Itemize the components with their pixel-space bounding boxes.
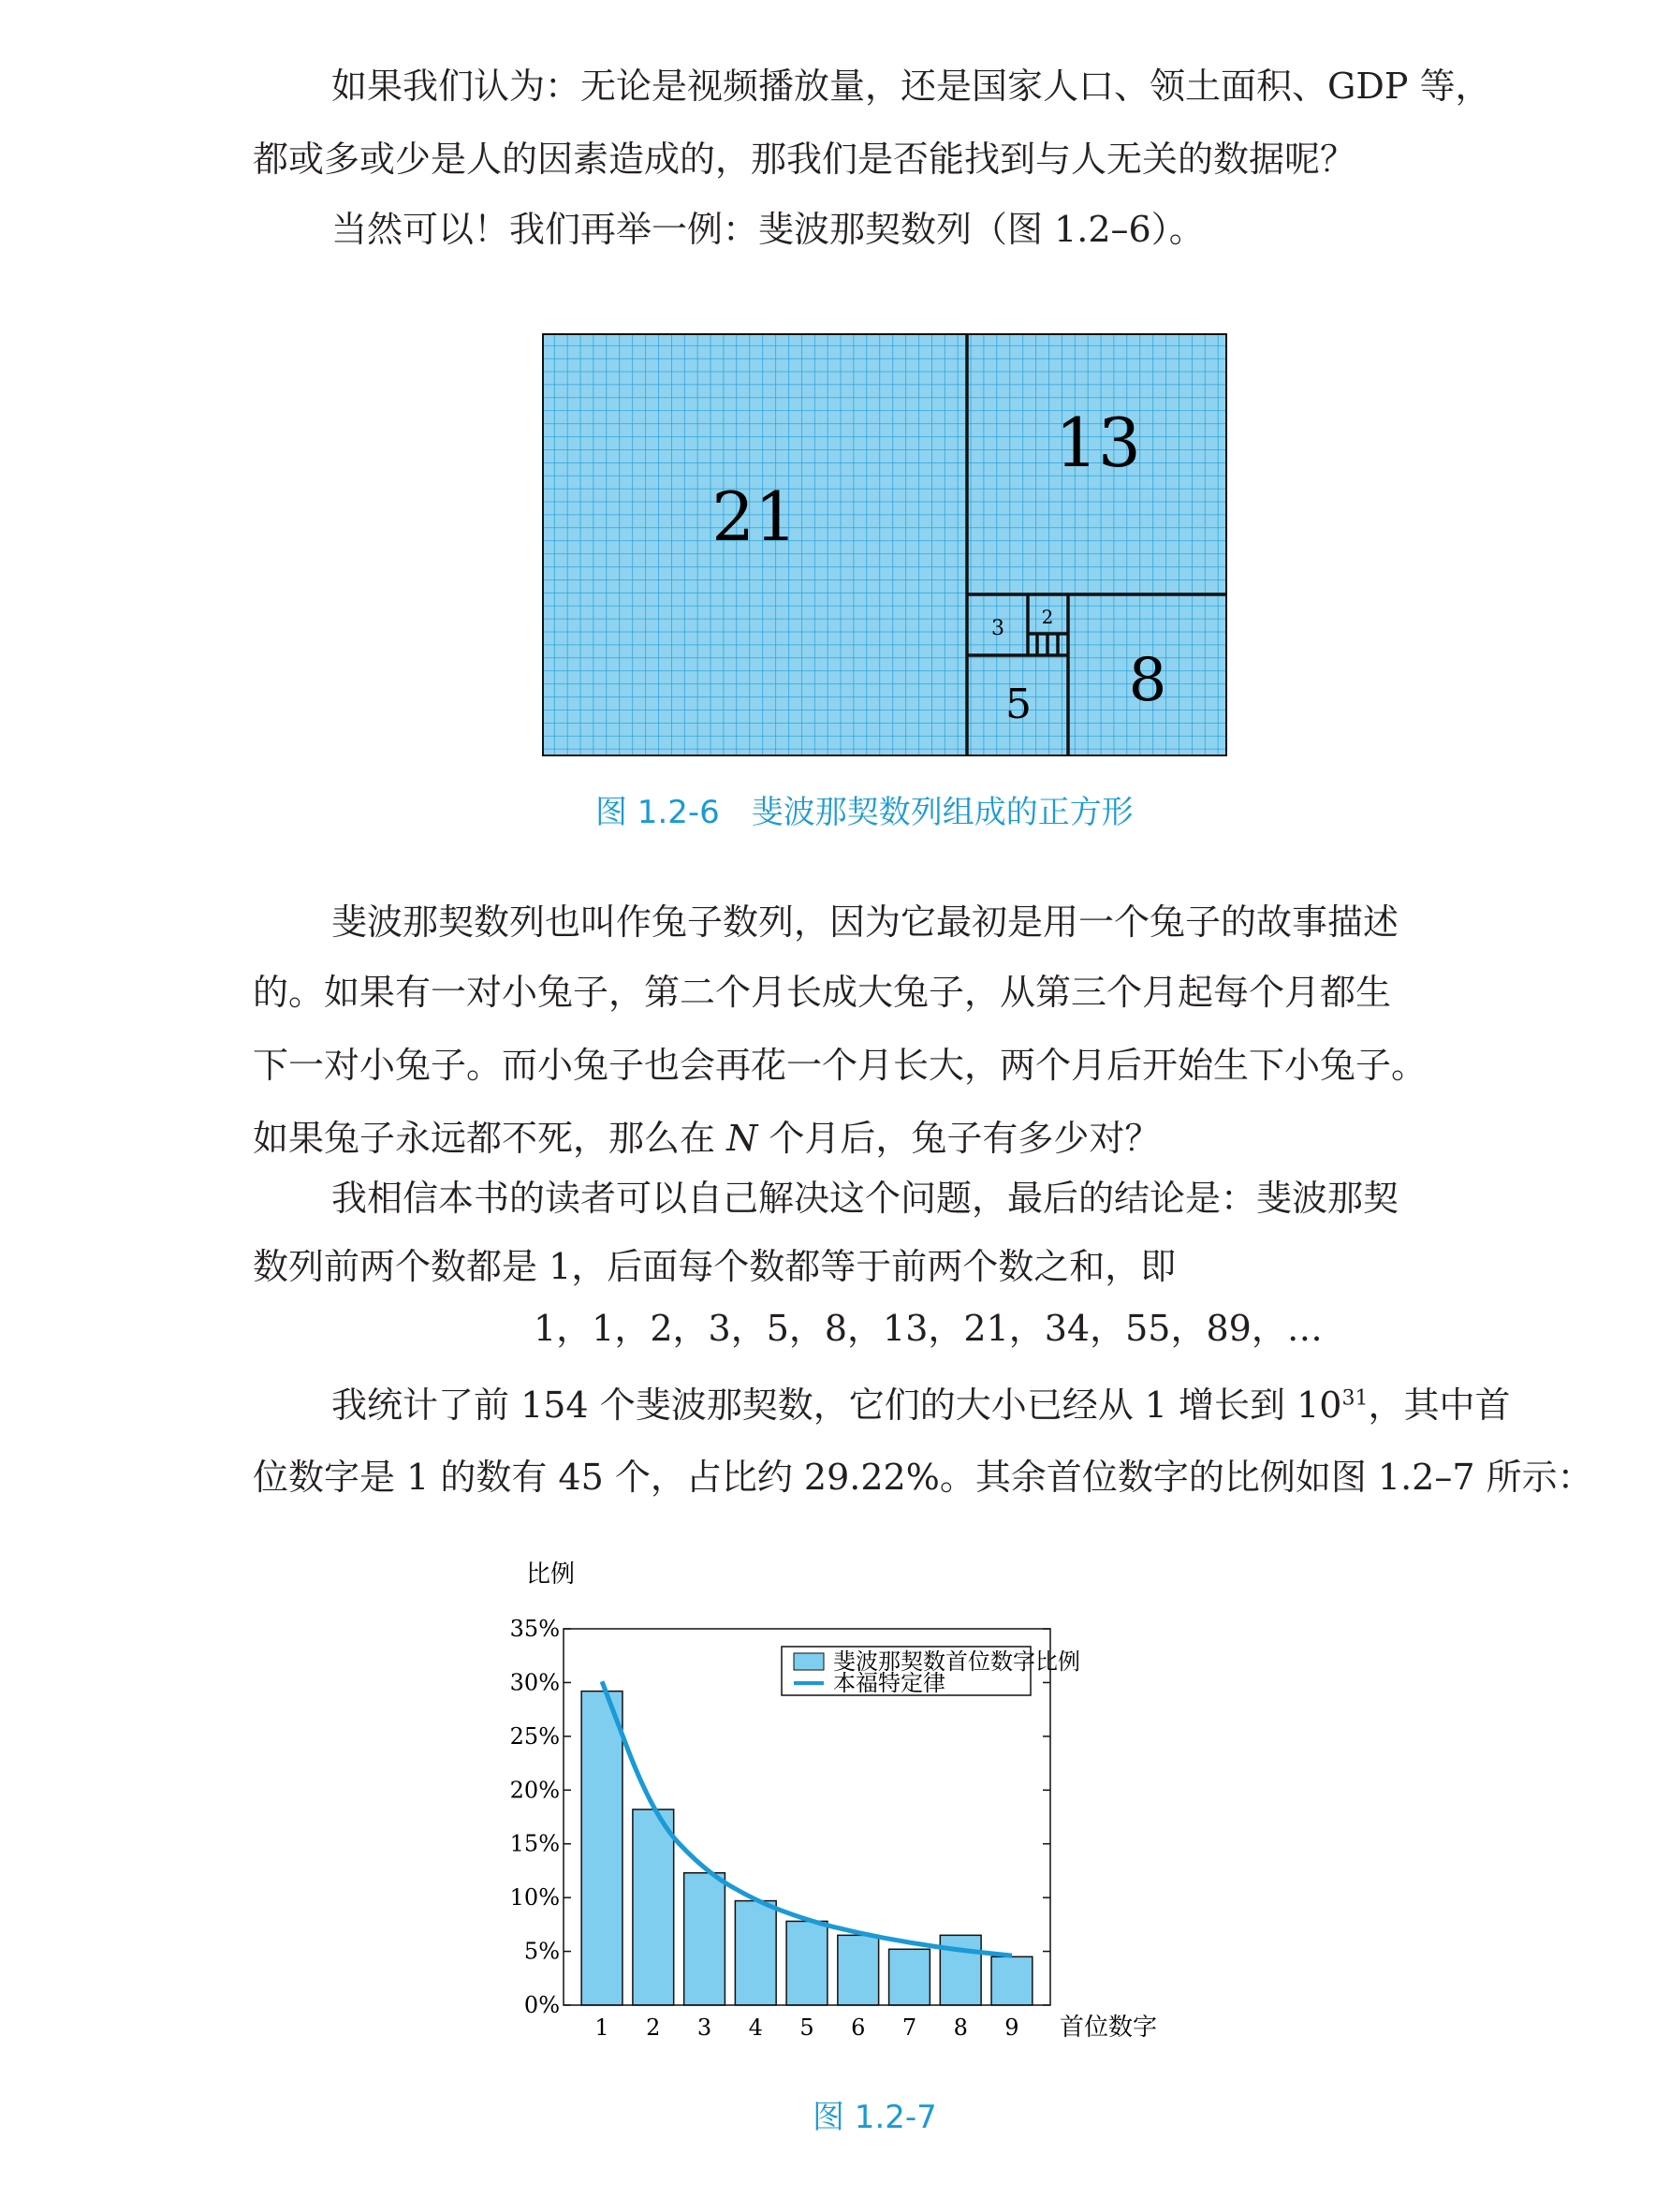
y-tick-label: 25% xyxy=(509,1722,560,1750)
paragraph-3-cont xyxy=(253,956,1516,1175)
y-tick-label: 0% xyxy=(523,1992,560,2018)
fib-grid xyxy=(543,334,1226,755)
paragraph-4-cont xyxy=(253,1230,1516,1303)
bar-digit-1 xyxy=(581,1692,623,2005)
text-line: 我相信本书的读者可以自己解决这个问题，最后的结论是：斐波那契 xyxy=(331,1178,1399,1219)
exponent: 31 xyxy=(1341,1386,1369,1411)
figure-2-caption: 图 1.2-7 xyxy=(813,2099,937,2136)
text-line: 斐波那契数列也叫作兔子数列，因为它最初是用一个兔子的故事描述 xyxy=(331,901,1399,943)
text-segment: ，其中首 xyxy=(1368,1384,1511,1426)
legend-line-label: 本福特定律 xyxy=(833,1670,945,1696)
paragraph-1 xyxy=(253,50,1516,123)
y-tick-label: 5% xyxy=(523,1938,560,1965)
x-tick-label: 9 xyxy=(1004,2014,1019,2041)
x-tick-label: 8 xyxy=(953,2014,968,2041)
x-axis-label: 首位数字 xyxy=(1060,2014,1158,2042)
text-line: 数列前两个数都是 1，后面每个数都等于前两个数之和，即 xyxy=(253,1246,1177,1287)
y-axis-label: 比例 xyxy=(526,1560,576,1589)
figure-1-caption: 图 1.2-6 斐波那契数列组成的正方形 xyxy=(595,794,1134,831)
square-label-5: 5 xyxy=(1005,681,1032,728)
text-line: 都或多或少是人的因素造成的，那我们是否能找到与人无关的数据呢？ xyxy=(253,139,1356,180)
paragraph-4 xyxy=(253,1162,1516,1235)
variable-n: N xyxy=(726,1118,758,1159)
x-tick-label: 6 xyxy=(851,2014,866,2041)
bar-digit-9 xyxy=(991,1956,1033,2005)
square-label-3: 3 xyxy=(991,617,1004,640)
square-label-8: 8 xyxy=(1128,646,1167,715)
y-tick-label: 10% xyxy=(509,1884,560,1912)
x-tick-label: 4 xyxy=(748,2014,763,2041)
text-line: 当然可以！我们再举一例：斐波那契数列（图 1.2–6）。 xyxy=(331,209,1205,250)
y-tick-label: 35% xyxy=(509,1616,560,1642)
paragraph-5 xyxy=(253,1369,1516,1442)
fibonacci-sequence: 1，1，2，3，5，8，13，21，34，55，89，… xyxy=(534,1308,1323,1349)
x-tick-label: 5 xyxy=(799,2014,814,2041)
text-segment: 如果兔子永远都不死，那么在 xyxy=(253,1118,727,1159)
x-tick-label: 3 xyxy=(696,2014,712,2041)
square-label-2: 2 xyxy=(1041,606,1054,628)
fibonacci-squares-figure xyxy=(541,332,1234,761)
bar-digit-8 xyxy=(940,1935,981,2005)
bar-digit-6 xyxy=(838,1935,879,2005)
text-line: 下一对小兔子。而小兔子也会再花一个月长大，两个月后开始生下小兔子。 xyxy=(253,1045,1428,1086)
bar-digit-5 xyxy=(786,1921,828,2005)
text-line: 的。如果有一对小兔子，第二个月长成大兔子，从第三个月起每个月都生 xyxy=(253,972,1392,1013)
y-tick-label: 30% xyxy=(509,1669,560,1696)
legend-bar-label: 斐波那契数首位数字比例 xyxy=(833,1648,1080,1675)
bar-digit-7 xyxy=(889,1949,930,2005)
text-line xyxy=(253,1369,1516,1442)
first-digit-chart xyxy=(487,1554,1273,2078)
y-tick-label: 20% xyxy=(509,1777,560,1804)
paragraph-5-cont xyxy=(253,1441,1593,1514)
legend-bar-swatch xyxy=(794,1653,824,1670)
y-tick-label: 15% xyxy=(509,1830,560,1857)
text-segment: 我统计了前 154 个斐波那契数，它们的大小已经从 1 增长到 10 xyxy=(331,1384,1342,1426)
text-line: 位数字是 1 的数有 45 个，占比约 29.22%。其余首位数字的比例如图 1.2–7 所示： xyxy=(253,1457,1593,1498)
paragraph-3 xyxy=(253,886,1516,959)
square-label-21: 21 xyxy=(711,477,798,556)
bar-digit-4 xyxy=(735,1901,776,2005)
text-line: 如果我们认为：无论是视频播放量，还是国家人口、领土面积、GDP 等， xyxy=(331,66,1491,107)
text-segment: 个月后，兔子有多少对？ xyxy=(757,1118,1161,1159)
square-label-13: 13 xyxy=(1055,403,1141,482)
paragraph-1-cont xyxy=(253,123,1516,196)
x-tick-label: 2 xyxy=(646,2014,661,2041)
chart-legend xyxy=(782,1647,1080,1696)
x-tick-label: 1 xyxy=(594,2014,609,2041)
x-tick-label: 7 xyxy=(901,2014,917,2041)
bar-digit-3 xyxy=(684,1873,725,2005)
paragraph-2 xyxy=(253,193,1516,266)
bar-digit-2 xyxy=(633,1809,674,2005)
